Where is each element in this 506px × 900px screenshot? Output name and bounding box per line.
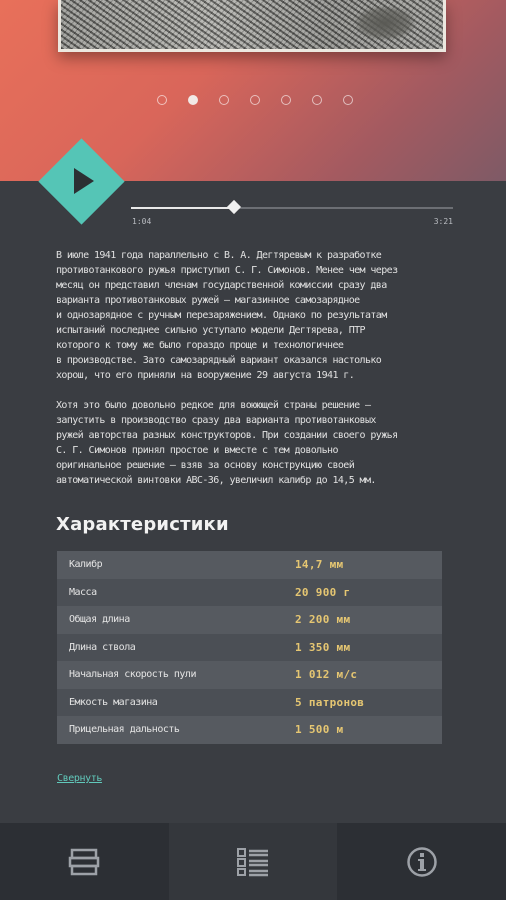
nav-item-archive[interactable] <box>0 823 169 900</box>
nav-item-list[interactable] <box>169 823 338 900</box>
carousel-dot[interactable] <box>188 95 198 105</box>
table-row <box>57 606 442 634</box>
carousel-dot[interactable] <box>343 95 353 105</box>
spec-value: 1 350 мм <box>295 640 351 654</box>
spec-value: 20 900 г <box>295 585 351 599</box>
table-row <box>57 716 442 744</box>
nav-item-info[interactable] <box>337 823 506 900</box>
table-row <box>57 689 442 717</box>
spec-value: 2 200 мм <box>295 613 351 627</box>
table-row <box>57 579 442 607</box>
spec-label: Начальная скорость пули <box>69 669 196 681</box>
table-row <box>57 634 442 662</box>
play-icon <box>74 168 94 194</box>
carousel-dot[interactable] <box>157 95 167 105</box>
carousel-dot[interactable] <box>312 95 322 105</box>
spec-value: 1 500 м <box>295 723 344 737</box>
spec-label: Емкость магазина <box>69 696 158 708</box>
specs-table <box>57 551 442 744</box>
hero-photo[interactable] <box>58 0 446 52</box>
carousel-dots <box>157 95 353 105</box>
collapse-link[interactable]: Свернуть <box>57 773 102 784</box>
spec-label: Общая длина <box>69 614 130 626</box>
spec-value: 5 патронов <box>295 695 365 709</box>
audio-progress-handle[interactable] <box>227 200 241 214</box>
carousel-dot[interactable] <box>281 95 291 105</box>
carousel-dot[interactable] <box>250 95 260 105</box>
table-row <box>57 661 442 689</box>
spec-label: Прицельная дальность <box>69 724 180 736</box>
current-time: 1:04 <box>132 217 152 226</box>
spec-value: 1 012 м/с <box>295 668 358 682</box>
article-paragraph: В июле 1941 года параллельно с В. А. Дегтяревым к разработке противотанкового ружья приступил С. Г. Симонов. Менее чем через месяц он представил членам государственной комиссии сразу два варианта противотанковых ружей — магазинное самозарядное и однозарядное с ручным перезаряжением. Однако по результатам испытаний последнее сильно уступало модели Дегтярева, ПТР которого к тому же было гораздо проще и технологичнее в производстве. Зато самозарядный вариант оказался настолько хорош, что его приняли на вооружение 29 августа 1941 г. <box>56 250 398 381</box>
spec-label: Длина ствола <box>69 641 136 653</box>
bottom-nav <box>0 823 506 900</box>
info-icon <box>406 846 438 878</box>
spec-value: 14,7 мм <box>295 558 344 572</box>
spec-label: Масса <box>69 586 97 598</box>
carousel-dot[interactable] <box>219 95 229 105</box>
article-body <box>56 248 451 503</box>
table-row <box>57 551 442 579</box>
audio-progress-bar[interactable] <box>131 207 453 209</box>
audio-progress-fill <box>131 207 234 209</box>
spec-label: Калибр <box>69 559 103 571</box>
photo-detail <box>355 6 415 40</box>
list-icon <box>236 847 270 877</box>
play-button[interactable] <box>39 139 124 224</box>
total-time: 3:21 <box>433 217 453 226</box>
specs-title: Характеристики <box>56 514 229 535</box>
archive-icon <box>68 847 100 877</box>
article-paragraph: Хотя это было довольно редкое для воюющей страны решение – запустить в производство сразу два варианта противотанковых ружей авторства разных конструкторов. При создании своего ружья С. Г. Симонов принял простое и вместе с тем довольно оригинальное решение – взяв за основу конструкцию своей автоматической винтовки АВС-36, увеличил калибр до 14,5 мм. <box>56 400 398 486</box>
